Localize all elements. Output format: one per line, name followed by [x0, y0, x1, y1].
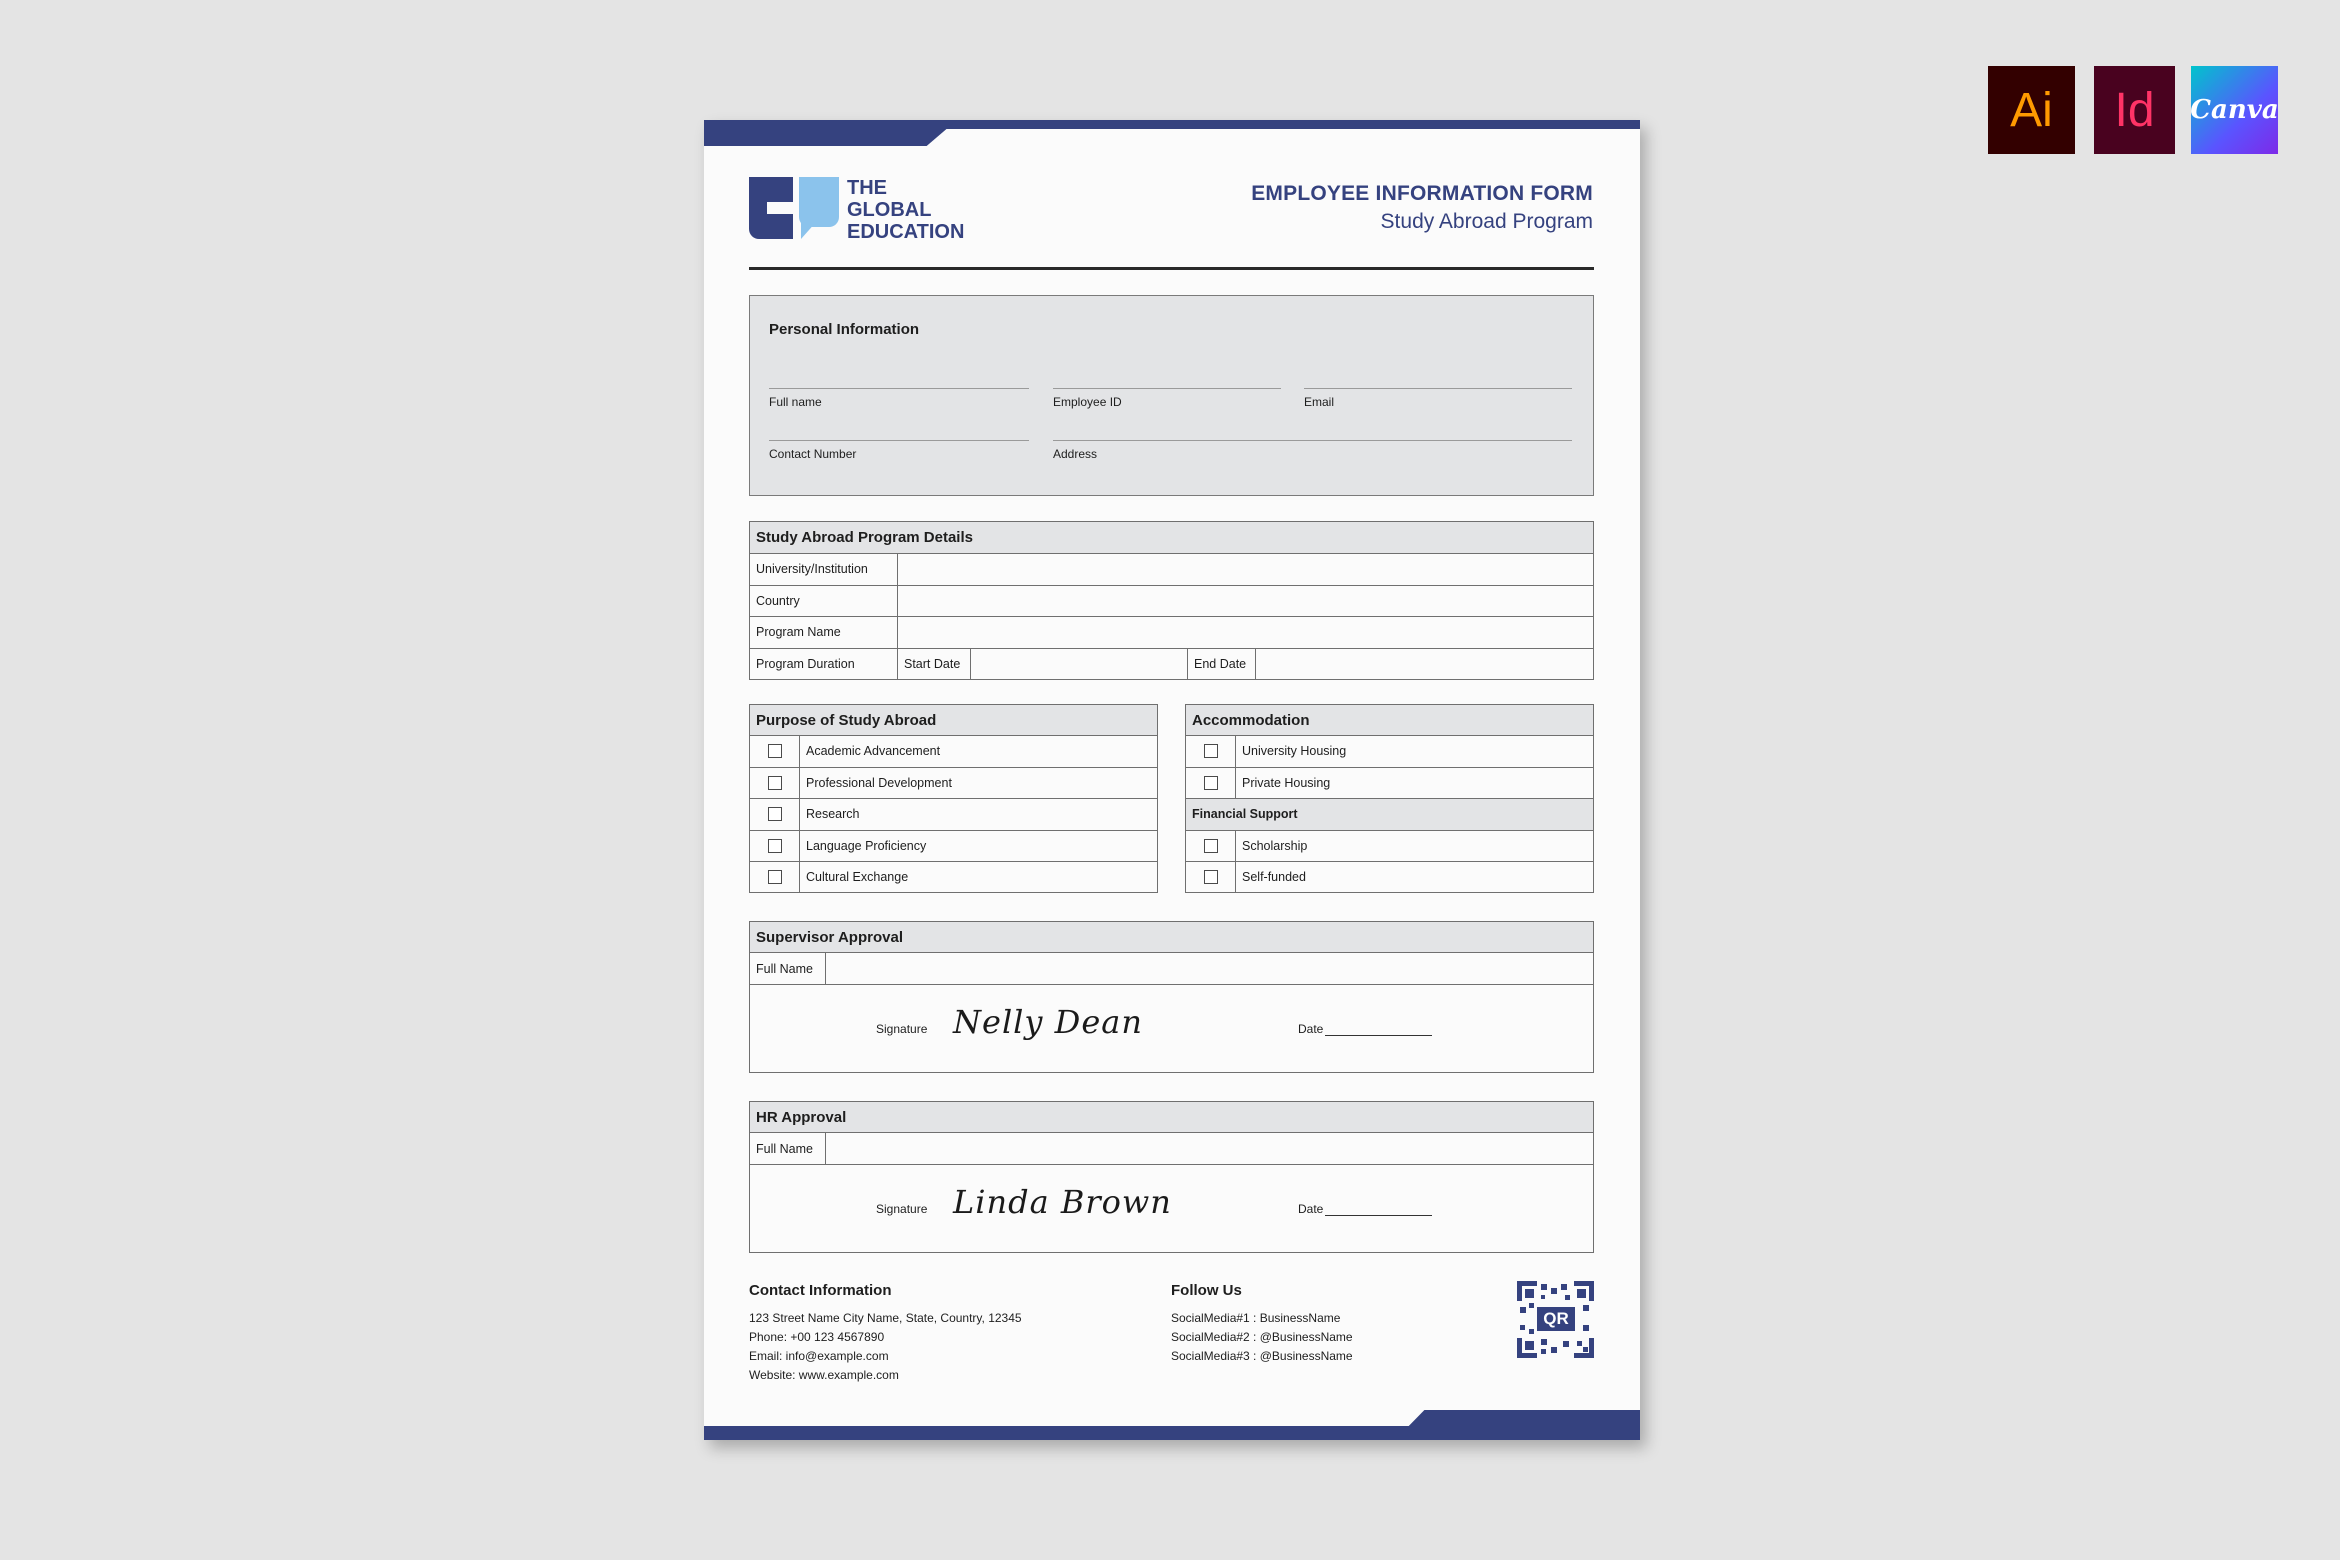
table-row [750, 585, 1593, 617]
end-date-input[interactable] [1256, 649, 1593, 680]
section-title: Accommodation [1186, 705, 1593, 735]
date-field[interactable] [1325, 1035, 1432, 1036]
table-row [750, 648, 1593, 680]
supervisor-signature: Nelly Dean [953, 1003, 1143, 1041]
section-title: Personal Information [769, 321, 920, 338]
table-row [750, 616, 1593, 648]
accommodation-section [1185, 704, 1594, 893]
checkbox[interactable] [768, 870, 782, 884]
qr-label: QR [1537, 1307, 1575, 1331]
option-label: Language Proficiency [806, 838, 927, 853]
list-item [750, 767, 1157, 799]
section-title: Supervisor Approval [750, 922, 1593, 952]
checkbox[interactable] [1204, 776, 1218, 790]
supervisor-approval-section [749, 921, 1594, 1073]
field-label: Contact Number [769, 447, 857, 461]
option-label: Professional Development [806, 775, 952, 790]
address-field[interactable] [1053, 440, 1572, 461]
personal-info-section [749, 295, 1594, 496]
table-row [750, 952, 1593, 984]
checkbox[interactable] [1204, 870, 1218, 884]
contact-website: Website: www.example.com [749, 1368, 899, 1382]
social-title: Follow Us [1171, 1282, 1242, 1299]
form-title: EMPLOYEE INFORMATION FORM [1251, 182, 1593, 205]
list-item [1186, 767, 1593, 799]
row-label: University/Institution [750, 554, 898, 585]
signature-label: Signature [876, 1202, 928, 1216]
header-divider [749, 267, 1594, 270]
section-title: HR Approval [750, 1102, 1593, 1132]
list-item [750, 735, 1157, 767]
id-label: Id [2114, 83, 2155, 137]
logo-line: GLOBAL [847, 199, 932, 221]
list-item [750, 798, 1157, 830]
option-label: University Housing [1242, 744, 1347, 759]
program-name-input[interactable] [898, 617, 1593, 648]
university-input[interactable] [898, 554, 1593, 585]
section-title: Purpose of Study Abroad [750, 705, 1157, 735]
form-page [704, 120, 1640, 1440]
option-label: Self-funded [1242, 870, 1306, 885]
section-title: Study Abroad Program Details [750, 522, 1593, 553]
canva-label: Canva [2190, 95, 2279, 125]
program-details-section [749, 521, 1594, 680]
form-title-block [1251, 182, 1593, 234]
row-label: Full Name [750, 953, 826, 984]
table-row [750, 1132, 1593, 1164]
checkbox[interactable] [1204, 839, 1218, 853]
table-row [750, 553, 1593, 585]
contact-phone: Phone: +00 123 4567890 [749, 1330, 885, 1344]
start-date-label: Start Date [898, 649, 971, 680]
hr-approval-section [749, 1101, 1594, 1253]
adobe-indesign-icon [2094, 66, 2175, 154]
logo-icon [749, 177, 841, 241]
adobe-illustrator-icon [1988, 66, 2075, 154]
option-label: Research [806, 807, 860, 822]
social-link[interactable]: SocialMedia#2 : @BusinessName [1171, 1330, 1353, 1344]
option-label: Private Housing [1242, 775, 1331, 790]
signature-area [750, 984, 1593, 1071]
date-label: Date [1298, 1202, 1324, 1216]
hr-name-input[interactable] [826, 1133, 1593, 1164]
checkbox[interactable] [768, 839, 782, 853]
contact-title: Contact Information [749, 1282, 892, 1299]
logo-line: THE [847, 177, 887, 199]
contact-number-field[interactable] [769, 440, 1029, 461]
field-label: Full name [769, 395, 822, 409]
checkbox[interactable] [1204, 744, 1218, 758]
date-label: Date [1298, 1022, 1324, 1036]
list-item [1186, 735, 1593, 767]
contact-address: 123 Street Name City Name, State, Country, 12345 [749, 1311, 1022, 1325]
bottom-accent-bar [704, 1426, 1640, 1440]
option-label: Scholarship [1242, 838, 1308, 853]
qr-code-icon [1517, 1281, 1594, 1358]
logo-line: EDUCATION [847, 221, 965, 243]
top-accent-tab [704, 120, 957, 146]
option-label: Cultural Exchange [806, 870, 909, 885]
list-item [750, 830, 1157, 862]
row-label: Program Duration [750, 649, 898, 680]
supervisor-name-input[interactable] [826, 953, 1593, 984]
field-label: Address [1053, 447, 1098, 461]
list-item [750, 861, 1157, 893]
employee-id-field[interactable] [1053, 388, 1281, 409]
field-label: Email [1304, 395, 1335, 409]
social-link[interactable]: SocialMedia#3 : @BusinessName [1171, 1349, 1353, 1363]
signature-label: Signature [876, 1022, 928, 1036]
end-date-label: End Date [1188, 649, 1256, 680]
canva-icon [2191, 66, 2278, 154]
signature-area [750, 1164, 1593, 1251]
logo-text [847, 177, 964, 243]
option-label: Academic Advancement [806, 744, 941, 759]
row-label: Country [750, 586, 898, 617]
list-item [1186, 861, 1593, 893]
ai-label: Ai [2010, 83, 2053, 137]
row-label: Program Name [750, 617, 898, 648]
brand-logo [749, 177, 964, 243]
contact-email: Email: info@example.com [749, 1349, 889, 1363]
full-name-field[interactable] [769, 388, 1029, 409]
country-input[interactable] [898, 586, 1593, 617]
field-label: Employee ID [1053, 395, 1122, 409]
list-item [1186, 830, 1593, 862]
checkbox[interactable] [768, 776, 782, 790]
date-field[interactable] [1325, 1215, 1432, 1216]
hr-signature: Linda Brown [953, 1183, 1172, 1221]
checkbox[interactable] [768, 744, 782, 758]
row-label: Full Name [750, 1133, 826, 1164]
email-field[interactable] [1304, 388, 1572, 409]
start-date-input[interactable] [971, 649, 1188, 680]
social-link[interactable]: SocialMedia#1 : BusinessName [1171, 1311, 1341, 1325]
purpose-section [749, 704, 1158, 893]
checkbox[interactable] [768, 807, 782, 821]
financial-support-title: Financial Support [1186, 798, 1593, 830]
form-subtitle: Study Abroad Program [1380, 210, 1593, 233]
